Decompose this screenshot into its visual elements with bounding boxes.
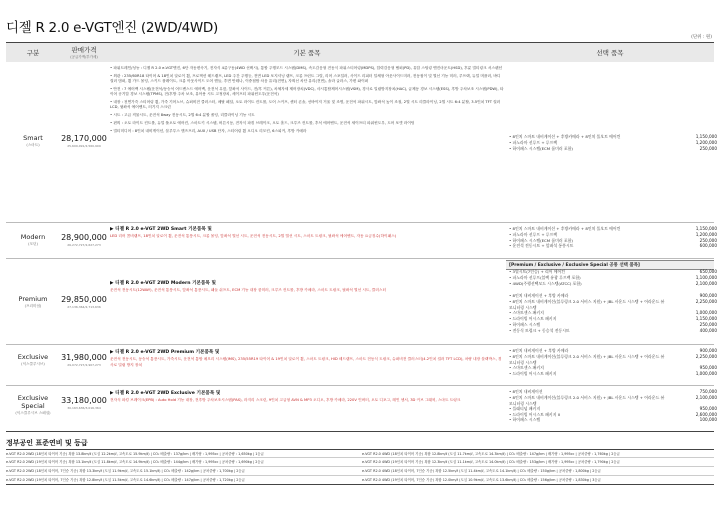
option-price: 250,000 — [699, 321, 717, 327]
option-prices — [669, 134, 717, 151]
option-price: 900,000 — [699, 293, 717, 299]
option-price: 2,250,000 — [695, 353, 717, 359]
spec-row — [6, 458, 714, 467]
header-options: 선택 품목 — [596, 49, 624, 57]
option-price: 250,000 — [699, 237, 717, 243]
trim-name: Modern (모던) — [20, 233, 46, 246]
option-item: • 8인치 스마트 내비게이션 + 후방카메라 + 8인치 풀오토 에어컨 — [509, 226, 621, 231]
option-item: • 하이패스 시스템 — [509, 417, 541, 423]
option-price: 2,250,000 — [695, 299, 717, 305]
trim-name: Smart (스마트) — [23, 134, 43, 147]
basic-block: • 시트 : 고급 직물시트, 운전석 8way 전동시트, 2열 6:4 분할 폴딩, 리클라이닝 기능 시트 — [110, 113, 255, 118]
basic-heading: ▶ 디젤 R 2.0 e-VGT 2WD Exclusive 기본품목 및 — [110, 391, 221, 396]
basic-heading: ▶ 디젤 R 2.0 e-VGT 2WD Modern 기본품목 및 — [110, 281, 216, 286]
option-price: 1,000,000 — [695, 370, 717, 376]
option-list — [509, 348, 669, 376]
option-item: • 3열시트(7인승) + 리어 에어컨 — [509, 269, 566, 274]
option-list — [509, 134, 669, 151]
header-price: 판매가격 (공급가액/부가세) — [70, 46, 98, 59]
option-prices — [669, 389, 717, 423]
fuel-economy-title: 정부공인 표준연비 및 등급 — [6, 439, 88, 447]
option-item: • 드라이빙 어시스트 패키지 — [509, 370, 557, 376]
option-item: • 4WD(주행선택모드 시스템(ATCC) 포함) — [509, 280, 582, 286]
option-price: 250,000 — [699, 145, 717, 151]
trim-row-exclusive-special — [6, 386, 717, 432]
option-price: 1,000,000 — [695, 310, 717, 316]
spec-right: e-VGT R2.0 4WD (18인치 타이어 기준) 복합 12.8km/ℓ (도심 11.7km/ℓ, 고속도로 14.3km/ℓ) | CO₂ 배출량 : 147g/km | 배기량 : 1,995cc | 공차중량 : 1,760kg | 2등급 — [362, 452, 620, 456]
basic-block: • 멀티미디어 : 8인치 내비게이션, 블루투스 핸즈프리, AUX / USB 단자, 스티어링 휠 오디오 리모컨, 6스피커, 후방 카메라 — [110, 128, 307, 133]
option-item: • 하이패스 시스템(ECM 룸미러 포함) — [509, 145, 573, 151]
option-price: 950,000 — [699, 364, 717, 370]
trim-name: Exclusive Special (익스클루시브 스페셜) — [15, 394, 51, 415]
option-price: 950,000 — [699, 405, 717, 411]
option-item: • 8인치 내비게이션 + 후방 카메라 — [509, 348, 569, 353]
spec-row — [6, 476, 714, 485]
trim-row-smart — [6, 62, 717, 223]
common-options-label: [Premium / Exclusive / Exclusive Special 공통 선택 품목] — [506, 260, 714, 270]
spec-right: e-VGT R2.0 4WD (18인치 타이어, 7인승 기준) 복합 12.5km/ℓ (도심 11.4km/ℓ, 고속도로 14.1km/ℓ) | CO₂ 배출량 : 150g/km | 공차중량 : 1,800kg | 2등급 — [362, 469, 601, 473]
trim-price: 28,170,000 25,609,091/2,560,909 — [61, 134, 107, 148]
basic-heading: ▶ 디젤 R 2.0 e-VGT 2WD Smart 기본품목 및 — [110, 227, 212, 232]
option-price: 2,100,000 — [695, 394, 717, 400]
table-header — [6, 42, 714, 62]
basic-block: • 파워트레인/성능 : 디젤 R 2.0 e-VGT엔진, 6단 자동변속기, 전자식 4륜구동(4WD 선택시), 통합 주행모드 시스템(DMS), 속도감응형 전동식 파워스티어링(MDPS), 압력감응형 댐퍼(PD), 유압 스틸링 엔진마운트(HSD), 후륜 멀티링크 서스펜션 — [110, 66, 503, 70]
basic-items — [110, 227, 504, 242]
trim-name: Premium (프리미엄) — [18, 295, 48, 308]
option-price: 750,000 — [699, 389, 717, 394]
basic-block: LED 리어 콤비램프, 18인치 알로이 휠, 운전석 통풍시트, 크롬 몰딩, 앞좌석 열선 시트, 운전석 전동시트, 2열 열선 시트, 스마트 트렁크, 뒷좌석 에어벤트, 자동 요금징수(하이패스) — [110, 234, 397, 239]
option-prices — [669, 348, 717, 376]
spec-left: e-VGT R2.0 2WD (18인치 타이어, 7인승 기준) 복합 13.3km/ℓ (도심 11.9km/ℓ, 고속도로 15.1km/ℓ) | CO₂ 배출량 : 142g/km | 공차중량 : 1,700kg | 2등급 — [6, 469, 245, 473]
basic-items — [110, 391, 504, 406]
option-item: • 스마트센스 패키지 — [509, 310, 544, 316]
option-price: 1,100,000 — [695, 274, 717, 280]
option-price: 900,000 — [699, 348, 717, 353]
basic-block: • 외관 : 235/60R18 타이어 & 18인치 알로이 휠, 프로젝션 헤드램프, LED 주간 주행등, 전면 LED 포지셔닝 램프, 크롬 프런트 그릴, 리어 스포일러, 사이드 리피터 일체형 아웃사이드미러, 전동접이 및 열선 기능 미러, 루프랙, 듀얼 머플러, 바디컬러 범퍼, 휠 가드 몰딩, 스키드 플레이트, 크롬 아웃사이드 도어 핸들, 후면 안테나, 이중접합 차음 유리(전면), 자외선 차단 유리(전면), 솔라 글라스, 가변 와이퍼 — [110, 73, 501, 84]
option-price: 600,000 — [699, 243, 717, 249]
trim-price: 31,980,000 29,072,727/2,907,273 — [61, 353, 107, 367]
trim-name: Exclusive (익스클루시브) — [17, 353, 49, 366]
option-prices — [669, 269, 717, 333]
option-item: • 드라이빙 어시스트 패키지 II — [509, 411, 560, 417]
option-item: • 스마트센스 패키지 — [509, 364, 544, 370]
option-item: • 8인치 내비게이션 + 후방 카메라 — [509, 293, 569, 299]
unit-label: (단위 : 원) — [691, 35, 712, 40]
basic-block: 운전석 전동시트(12WAY), 운전석 통풍시트, 앞좌석 통풍시트, 패들 쉬프트, ECM 기능 내장 룸미러, 크루즈 컨트롤, 후방 카메라, 스마트 트렁크, 뒷좌석 열선 시트, 클러스터 — [110, 288, 387, 293]
basic-heading: ▶ 디젤 R 2.0 e-VGT 2WD Premium 기본품목 및 — [110, 350, 220, 355]
option-price: 1,200,000 — [695, 139, 717, 145]
option-item: • 운전석 전동시트 + 앞좌석 통풍시트 — [509, 243, 574, 249]
spec-right: e-VGT R2.0 4WD (19인치 타이어 기준) 복합 12.3km/ℓ (도심 11.1km/ℓ, 고속도로 14.0km/ℓ) | CO₂ 배출량 : 153g/km | 배기량 : 1,995cc | 공차중량 : 1,790kg | 2등급 — [362, 460, 620, 464]
basic-block: 운전석 전동시트, 동승석 통풍시트, 가죽시트, 운전석 통합 메모리 시스템(IMS), 235/55R19 타이어 & 19인치 알로이 휠, 스마트 트렁크, HID 헤드램프, 스마트 전동식 트렁크, 슈퍼비전 클러스터(4.2인치 컬러 TFT LCD), 차량 내장 블랙박스, 경사로 밀림 방지 장치 — [110, 357, 502, 367]
spec-row — [6, 467, 714, 476]
option-item: • 8인치 스마트 내비게이션 + 후방카메라 + 8인치 풀오토 에어컨 — [509, 134, 621, 139]
trim-price: 33,180,000 30,163,636/3,016,364 — [61, 396, 107, 410]
trim-price: 28,900,000 26,272,727/2,627,273 — [61, 233, 107, 247]
option-price: 400,000 — [699, 327, 717, 333]
option-prices — [669, 226, 717, 249]
spec-left: e-VGT R2.0 2WD (19인치 타이어, 7인승 기준) 복합 12.8km/ℓ (도심 11.5km/ℓ, 고속도로 14.6km/ℓ) | CO₂ 배출량 : 147g/km | 공차중량 : 1,720kg | 2등급 — [6, 478, 245, 482]
option-price: 100,000 — [699, 417, 717, 423]
option-item: • 8인치 스마트 내비게이션(블루링크 2.0 서비스 지원) + JBL 사운드 시스템 + 어라운드 뷰 모니터링 시스템 — [509, 394, 665, 406]
option-list — [509, 226, 669, 249]
option-item: • 8인치 내비게이션 — [509, 389, 543, 394]
trim-row-premium — [6, 259, 717, 345]
basic-block: • 안전 : 7 에어백 시스템(운전석/동승석 어드밴스드 에어백, 운전석 무릎, 앞좌석 사이드, 전/후 커튼), 차체자세 제어장치(VDC), 샤시통합제어시스템(VSM), 경사로 밀림방지장치(HAC), 급제동 경보 시스템(ESS), 후방 주차보조 시스템(PDW), 타이어 공기압 경보 시스템(TPMS), 전/후방 주차 보조, 유아용 시트 고정장치, 세이프티 파워윈도우(운전석) — [110, 86, 504, 97]
option-item: • 8인치 스마트 내비게이션(블루링크 2.0 서비스 지원) + JBL 사운드 시스템 + 어라운드 뷰 모니터링 시스템 — [509, 299, 665, 310]
option-item: • 하이패스 시스템(ECM 룸미러 포함) — [509, 237, 573, 243]
spec-left: e-VGT R2.0 2WD (18인치 타이어 기준) 복합 13.8km/ℓ (도심 12.2km/ℓ, 고속도로 15.9km/ℓ) | CO₂ 배출량 : 137g/km | 배기량 : 1,995cc | 공차중량 : 1,650kg | 1등급 — [6, 452, 264, 456]
option-price: 2,600,000 — [695, 411, 717, 417]
option-item: • 전동식 트렁크 + 동승석 전동시트 — [509, 327, 570, 333]
option-list — [509, 389, 669, 423]
option-price: 1,150,000 — [695, 134, 717, 139]
basic-items — [110, 66, 504, 136]
option-item: • 파노라마 선루프 + 루프랙 — [509, 139, 558, 145]
option-item: • 파노라마 선루프 + 루프랙 — [509, 231, 558, 237]
option-item: • 하이패스 시스템 — [509, 321, 541, 327]
trim-row-exclusive — [6, 345, 717, 386]
option-item: • 8인치 스마트 내비게이션(블루링크 2.0 서비스 지원) + JBL 사운드 시스템 + 어라운드 뷰 모니터링 시스템 — [509, 353, 665, 365]
header-trim: 구분 — [26, 49, 40, 57]
spec-row — [6, 449, 714, 458]
option-price: 1,150,000 — [695, 315, 717, 321]
basic-block: • 편의 : 오토 라이트 컨트롤, 듀얼 풀오토 에어컨, 스마트키 시스템, 버튼시동, 전자식 파킹 브레이크, 오토 홀드, 크루즈 컨트롤, 후석 에어벤트, 운전석 세이프티 파워윈도우, 도어 포켓 라이팅 — [110, 120, 415, 125]
header-basic: 기본 품목 — [293, 49, 321, 57]
option-price: 1,200,000 — [695, 231, 717, 237]
spec-left: e-VGT R2.0 2WD (19인치 타이어 기준) 복합 13.1km/ℓ (도심 11.8km/ℓ, 고속도로 14.9km/ℓ) | CO₂ 배출량 : 144g/km | 배기량 : 1,995cc | 공차중량 : 1,690kg | 2등급 — [6, 460, 264, 464]
page-title: 디젤 R 2.0 e-VGT엔진 (2WD/4WD) — [6, 20, 218, 36]
option-price: 2,100,000 — [695, 280, 717, 286]
basic-block: • 내장 : 천연가죽 스티어링 휠, 가죽 기어노브, 슈퍼비전 클러스터, 메탈 페달, 오토 라이트 컨트롤, 도어 스커프, 센터 콘솔, 선바이저 거울 및 조명, 운전석 파워시트, 앞좌석 높이 조절, 2열 시트 리클라이닝, 2열 시트 6:4 분할, 3.5인치 TFT 컬러 LCD, 뒷좌석 에어벤트, 러기지 스크린 — [110, 99, 501, 110]
basic-block: 전자식 파킹 브레이크(EPB) : Auto Hold 기능 내장, 전후방 주차보조시스템(PAS), 라지리 스크린, 9인치 고급형 AVN & MP3 오디오, 후방 카메라, 220V 인버터, 오토 디포그, 레인 센서, 3D 커브 그래픽, 스마트 트렁크 — [110, 398, 461, 403]
basic-items — [110, 350, 504, 370]
spec-right: e-VGT R2.0 4WD (19인치 타이어, 7인승 기준) 복합 12.0km/ℓ (도심 10.9km/ℓ, 고속도로 13.6km/ℓ) | CO₂ 배출량 : 156g/km | 공차중량 : 1,830kg | 3등급 — [362, 478, 601, 482]
trim-price: 29,850,000 27,136,364/2,713,636 — [61, 295, 107, 309]
trim-row-modern — [6, 223, 717, 259]
option-item: • 파노라마 선루프(블랙 유광 루프랙 포함) — [509, 274, 581, 280]
option-item: • 드라이빙 어시스트 패키지 — [509, 315, 557, 321]
basic-items — [110, 281, 504, 296]
option-price: 1,150,000 — [695, 226, 717, 231]
option-price: 650,000 — [699, 269, 717, 274]
option-item: • 플래티넘 패키지 — [509, 405, 541, 411]
option-list — [509, 269, 669, 333]
